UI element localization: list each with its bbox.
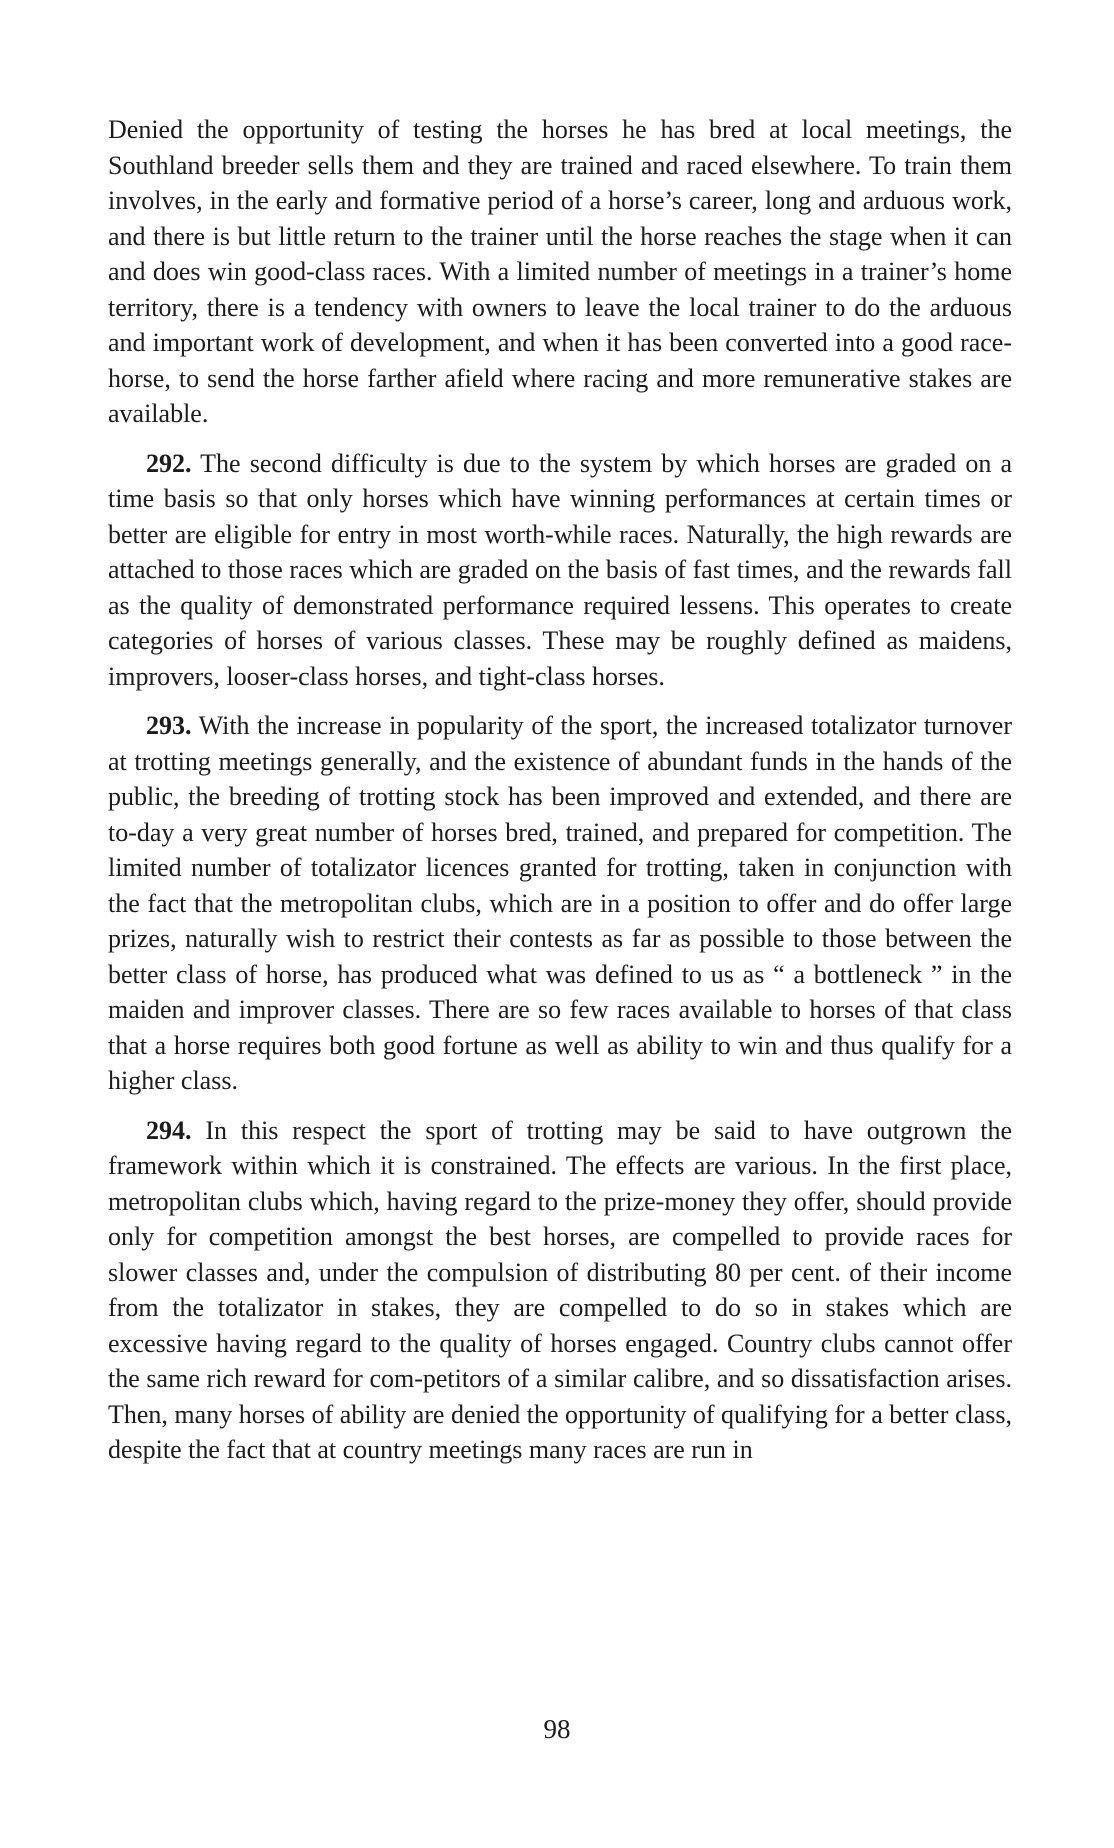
page-number: 98: [543, 1714, 571, 1744]
paragraph-293: [108, 708, 1012, 1099]
paragraph-292: [108, 446, 1012, 695]
paragraph-291-continued: [108, 112, 1012, 432]
paragraph-text: With the increase in popularity of the sport, the increased totalizator turnover at trotting meetings generally, and the existence of abundant funds in the hands of the public, the breeding of trotting stock has been improved and extended, and there are to-day a very great number of horses bred, trained, and prepared for competition. The limited number of totalizator licences granted for trotting, taken in conjunction with the fact that the metropolitan clubs, which are in a position to offer and do offer large prizes, naturally wish to restrict their contests as far as possible to those between the better class of horse, has produced what was defined to us as “ a bottleneck ” in the maiden and improver classes. There are so few races available to horses of that class that a horse requires both good fortune as well as ability to win and thus qualify for a higher class.: [108, 711, 1012, 1095]
paragraph-number: 292.: [146, 448, 192, 478]
page-body: [108, 112, 1012, 1482]
paragraph-294: [108, 1113, 1012, 1468]
paragraph-text: Denied the opportunity of testing the horses he has bred at local meetings, the Southland breeder sells them and they are trained and raced elsewhere. To train them involves, in the early and formative period of a horse’s career, long and arduous work, and there is but little return to the trainer until the horse reaches the stage when it can and does win good-class races. With a limited number of meetings in a trainer’s home territory, there is a tendency with owners to leave the local trainer to do the arduous and important work of development, and when it has been converted into a good race-horse, to send the horse farther afield where racing and more remunerative stakes are available.: [108, 115, 1012, 428]
paragraph-text: The second difficulty is due to the system by which horses are graded on a time basis so that only horses which have winning performances at certain times or better are eligible for entry in most worth-while races. Naturally, the high rewards are attached to those races which are graded on the basis of fast times, and the rewards fall as the quality of demonstrated performance required lessens. This operates to create categories of horses of various classes. These may be roughly defined as maidens, improvers, looser-class horses, and tight-class horses.: [108, 448, 1012, 691]
paragraph-text: In this respect the sport of trotting may be said to have outgrown the framework within which it is constrained. The effects are various. In the first place, metropolitan clubs which, having regard to the prize-money they offer, should provide only for competition amongst the best horses, are compelled to provide races for slower classes and, under the compulsion of distributing 80 per cent. of their income from the totalizator in stakes, they are compelled to do so in stakes which are excessive having regard to the quality of horses engaged. Country clubs cannot offer the same rich reward for com-petitors of a similar calibre, and so dissatisfaction arises. Then, many horses of ability are denied the opportunity of qualifying for a better class, despite the fact that at country meetings many races are run in: [108, 1115, 1012, 1464]
paragraph-number: 294.: [146, 1115, 192, 1145]
paragraph-number: 293.: [146, 711, 192, 740]
